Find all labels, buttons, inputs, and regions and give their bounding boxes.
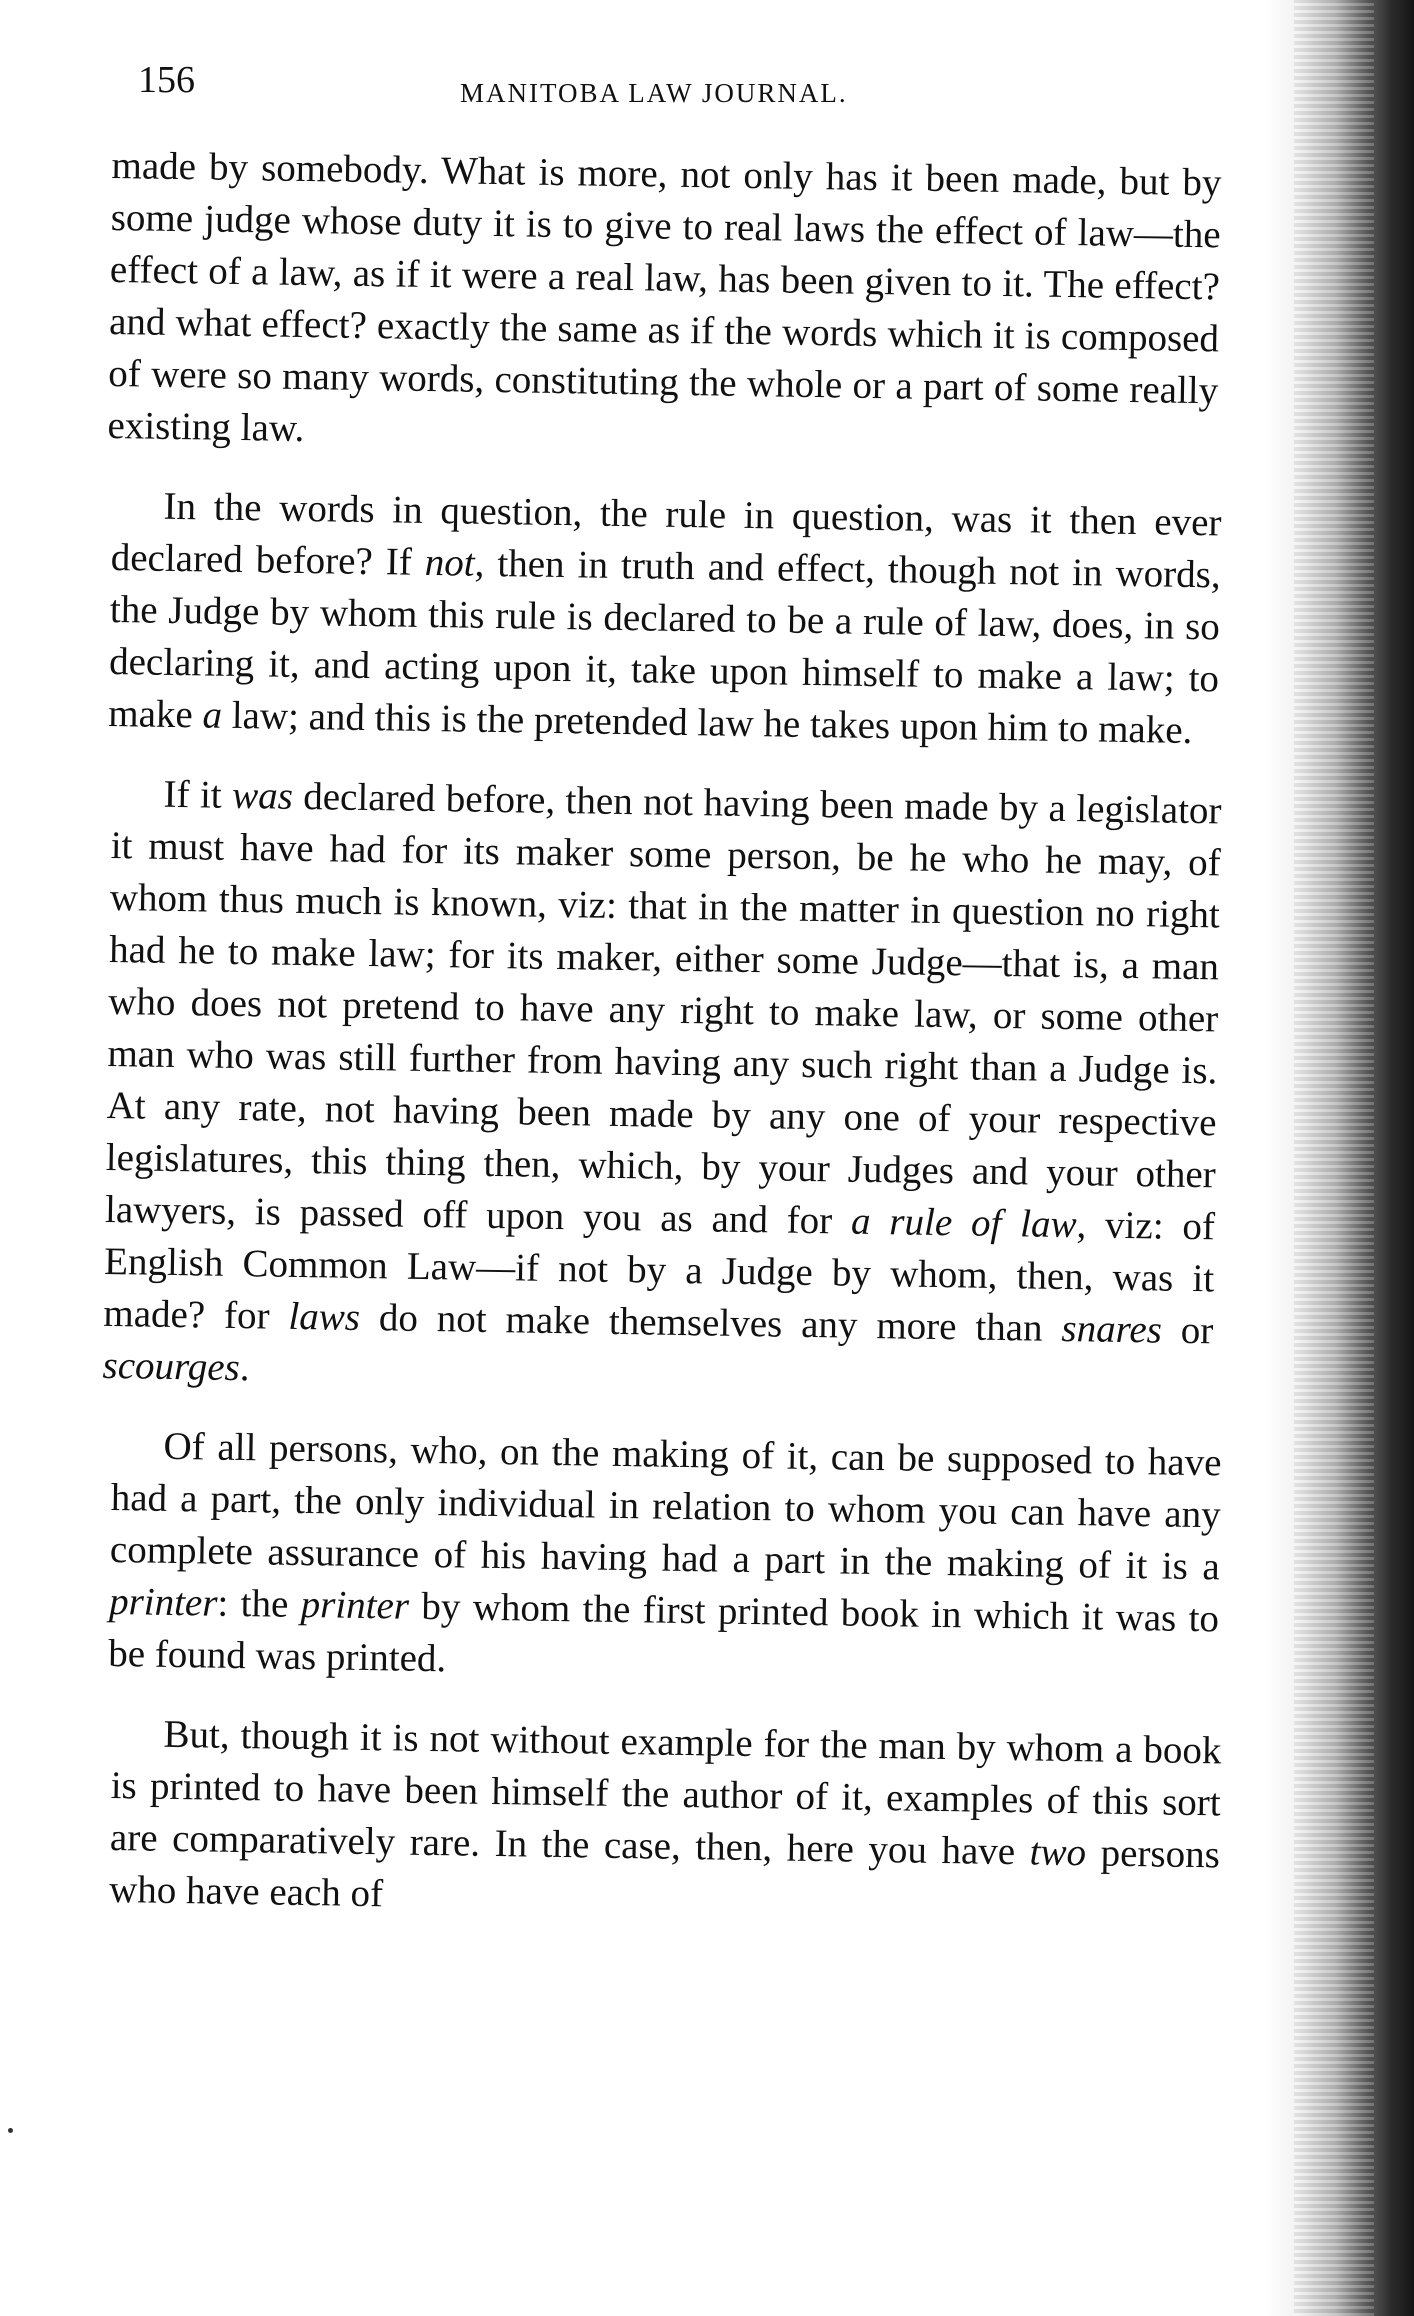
body-text	[102, 140, 1222, 1944]
text-segment: If it	[163, 772, 233, 817]
text-segment: do not make themselves any more than	[359, 1295, 1062, 1350]
stray-ink-mark	[8, 2128, 13, 2133]
text-segment: But, though it is not without example for the man by whom a book is printed to have been himself the author of it, examples of this sort are comparatively rare. In the case, then, here you have	[109, 1712, 1222, 1874]
italic-segment: a	[202, 693, 223, 737]
text-segment: law; and this is the pretended law he takes upon him to make.	[221, 693, 1193, 752]
italic-segment: laws	[288, 1294, 361, 1339]
paragraph-3	[102, 768, 1222, 1409]
italic-segment: printer	[108, 1579, 218, 1625]
text-segment: : the	[217, 1581, 302, 1626]
text-segment: persons who have each of	[108, 1831, 1221, 1916]
italic-segment: snares	[1061, 1306, 1163, 1352]
italic-segment: two	[1029, 1830, 1087, 1875]
paragraph-2	[108, 480, 1222, 757]
italic-segment: printer	[300, 1582, 410, 1628]
text-segment: declared before, then not having been made by a legislator it must have had for its maker some person, be he who he may, of whom thus much is known, viz: that in the matter in question no right had he to make law; for its maker, either some Judge—that is, a man who does not pretend to have any right to make law, or some other man who was still further from having any such right than a Judge is. At any rate, not having been made by any one of your respective legislatures, this thing then, which, by your Judges and your other lawyers, is passed off upon you as and for	[104, 774, 1222, 1243]
text-segment: Of all persons, who, on the making of it, can be supposed to have had a part, the only individual in relation to whom you can have any complete assurance of his having had a part in the making of it is a	[109, 1424, 1222, 1589]
paragraph-5	[109, 1708, 1222, 1933]
text-segment: or	[1161, 1308, 1214, 1353]
page-number: 156	[138, 59, 195, 101]
italic-segment: scourges	[102, 1343, 241, 1390]
italic-segment: was	[231, 773, 294, 818]
italic-segment: not	[424, 540, 476, 585]
text-segment: , then in truth and effect, though not in words, the Judge by whom this rule is declared to be a rule of law, does, in so declaring it, and acting upon it, take upon himself to make a law; to make	[107, 541, 1221, 737]
gutter-speckle	[1294, 0, 1374, 2316]
paragraph-4	[108, 1420, 1222, 1697]
paragraph-1	[107, 140, 1222, 469]
italic-segment: a rule of law	[850, 1199, 1077, 1247]
text-segment: .	[239, 1346, 250, 1390]
text-segment: , viz: of English Common Law—if not by a Judge by whom, then, was it made? for	[103, 1203, 1216, 1338]
text-segment: In the words in question, the rule in question, was it then ever declared before? If	[110, 484, 1222, 584]
binding-gutter-shadow	[1264, 0, 1414, 2316]
running-head: MANITOBA LAW JOURNAL.	[460, 78, 848, 108]
text-segment: by whom the first printed book in which it was to be found was printed.	[107, 1584, 1220, 1681]
text-segment: made by somebody. What is more, not only has it been made, but by some judge whose duty it is to give to real laws the effect of law—the effect of a law, as if it were a real law, has been given to it. The effect? and what effect? exactly the same as if the words which it is composed of were so many words, constituting the whole or a part of some really existing law.	[107, 143, 1222, 451]
